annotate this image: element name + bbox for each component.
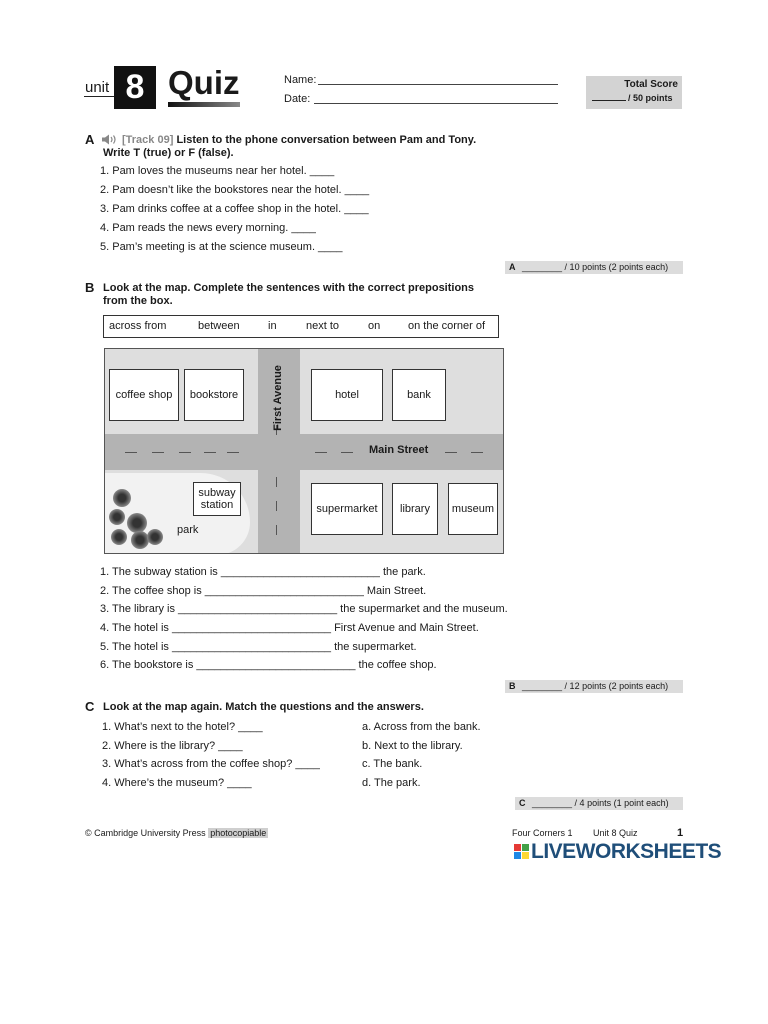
tree-icon — [127, 513, 147, 533]
word-option: between — [198, 320, 240, 332]
page-number: 1 — [677, 827, 684, 839]
building-bookstore — [184, 369, 244, 421]
section-c-score — [515, 797, 683, 810]
name-label: Name: — [284, 74, 317, 86]
section-a-score — [505, 261, 683, 274]
section-c-question[interactable]: 3. What’s across from the coffee shop? ____ — [102, 758, 320, 770]
lane-marking — [152, 452, 164, 453]
section-b-letter: B — [85, 280, 95, 295]
section-b-item[interactable]: 2. The coffee shop is __________________________ Main Street. — [100, 585, 427, 597]
word-option: in — [268, 320, 277, 332]
word-option: on the corner of — [408, 320, 486, 332]
liveworksheets-logo-icon — [514, 844, 529, 859]
section-a-item[interactable]: 2. Pam doesn’t like the bookstores near the hotel. ____ — [100, 184, 370, 196]
speaker-icon[interactable] — [101, 134, 119, 148]
lane-marking — [445, 452, 457, 453]
footer-quiz-label: Unit 8 Quiz — [593, 828, 638, 838]
tree-icon — [113, 489, 131, 507]
lane-marking — [276, 477, 277, 487]
word-option: on — [368, 320, 381, 332]
track-label: [Track 09] — [122, 134, 174, 146]
footer-book: Four Corners 1 — [512, 828, 573, 838]
section-a-item[interactable]: 3. Pam drinks coffee at a coffee shop in the hotel. ____ — [100, 203, 369, 215]
section-a-letter: A — [85, 132, 95, 147]
building-label: supermarket — [316, 503, 378, 515]
building-label: hotel — [335, 389, 359, 401]
section-c-answer: a. Across from the bank. — [362, 721, 481, 733]
lane-marking — [341, 452, 353, 453]
lane-marking — [179, 452, 191, 453]
building-subway-station — [193, 482, 241, 516]
score-letter: B — [509, 681, 516, 691]
section-a-instruction-2: Write T (true) or F (false). — [103, 147, 234, 159]
instruction-line-1: Listen to the phone conversation between Pam and Tony. — [176, 134, 477, 146]
building-library — [392, 483, 438, 535]
section-a-item[interactable]: 4. Pam reads the news every morning. ____ — [100, 222, 316, 234]
section-c-answer: b. Next to the library. — [362, 740, 463, 752]
park-label: park — [177, 524, 199, 536]
unit-label: unit — [85, 79, 110, 96]
section-b-instruction-2: from the box. — [103, 295, 173, 307]
tree-icon — [111, 529, 127, 545]
section-b-item[interactable]: 3. The library is __________________________ the supermarket and the museum. — [100, 603, 508, 615]
unit-underline — [84, 96, 114, 97]
unit-number: 8 — [114, 66, 156, 109]
building-label: station — [200, 499, 234, 511]
building-museum — [448, 483, 498, 535]
lane-marking — [276, 525, 277, 535]
section-b-item[interactable]: 6. The bookstore is __________________________ the coffee shop. — [100, 659, 437, 671]
copyright-text: © Cambridge University Press — [85, 828, 206, 838]
liveworksheets-logo[interactable]: LIVEWORKSHEETS — [531, 840, 722, 863]
section-c-instruction: Look at the map again. Match the questions and the answers. — [103, 701, 424, 713]
section-a-item[interactable]: 5. Pam’s meeting is at the science museum. ____ — [100, 241, 343, 253]
date-label: Date: — [284, 93, 311, 105]
score-letter: C — [519, 798, 526, 808]
building-label: subway — [198, 487, 236, 499]
name-field[interactable] — [318, 84, 558, 85]
score-text: ________ / 12 points (2 points each) — [522, 681, 669, 691]
tree-icon — [147, 529, 163, 545]
street-map — [104, 348, 504, 554]
lane-marking — [276, 501, 277, 511]
building-bank — [392, 369, 446, 421]
building-label: bank — [407, 389, 431, 401]
section-c-answer: d. The park. — [362, 777, 421, 789]
section-c-answer: c. The bank. — [362, 758, 423, 770]
score-letter: A — [509, 262, 516, 272]
first-avenue-label: First Avenue — [272, 365, 284, 431]
section-b-score — [505, 680, 683, 693]
main-street-label: Main Street — [369, 444, 429, 456]
lane-marking — [315, 452, 327, 453]
footer-copyright — [85, 828, 268, 838]
lane-marking — [125, 452, 137, 453]
total-score-field[interactable] — [592, 100, 626, 101]
tree-icon — [131, 531, 149, 549]
building-supermarket — [311, 483, 383, 535]
title-underline — [168, 102, 240, 107]
building-label: museum — [451, 503, 495, 515]
section-a-item[interactable]: 1. Pam loves the museums near her hotel. ____ — [100, 165, 335, 177]
lane-marking — [471, 452, 483, 453]
section-a-instruction — [122, 134, 476, 147]
word-option: next to — [306, 320, 340, 332]
building-coffee-shop — [109, 369, 179, 421]
total-score-label: Total Score — [624, 79, 678, 90]
building-label: library — [400, 503, 430, 515]
page-title: Quiz — [168, 64, 240, 101]
total-points: / 50 points — [628, 93, 673, 103]
tree-icon — [109, 509, 125, 525]
score-text: ________ / 4 points (1 point each) — [532, 798, 669, 808]
section-b-item[interactable]: 5. The hotel is __________________________ the supermarket. — [100, 641, 417, 653]
section-b-item[interactable]: 4. The hotel is __________________________ First Avenue and Main Street. — [100, 622, 479, 634]
section-c-question[interactable]: 2. Where is the library? ____ — [102, 740, 243, 752]
building-label: coffee shop — [115, 389, 173, 401]
lane-marking — [227, 452, 239, 453]
word-option: across from — [109, 320, 167, 332]
photocopiable-tag: photocopiable — [210, 828, 267, 838]
section-b-item[interactable]: 1. The subway station is __________________________ the park. — [100, 566, 426, 578]
score-text: ________ / 10 points (2 points each) — [522, 262, 669, 272]
section-c-question[interactable]: 1. What’s next to the hotel? ____ — [102, 721, 263, 733]
date-field[interactable] — [314, 103, 558, 104]
section-c-letter: C — [85, 699, 95, 714]
section-b-instruction: Look at the map. Complete the sentences with the correct prepositions — [103, 282, 475, 294]
section-c-question[interactable]: 4. Where’s the museum? ____ — [102, 777, 252, 789]
building-hotel — [311, 369, 383, 421]
building-label: bookstore — [189, 389, 239, 401]
lane-marking — [204, 452, 216, 453]
